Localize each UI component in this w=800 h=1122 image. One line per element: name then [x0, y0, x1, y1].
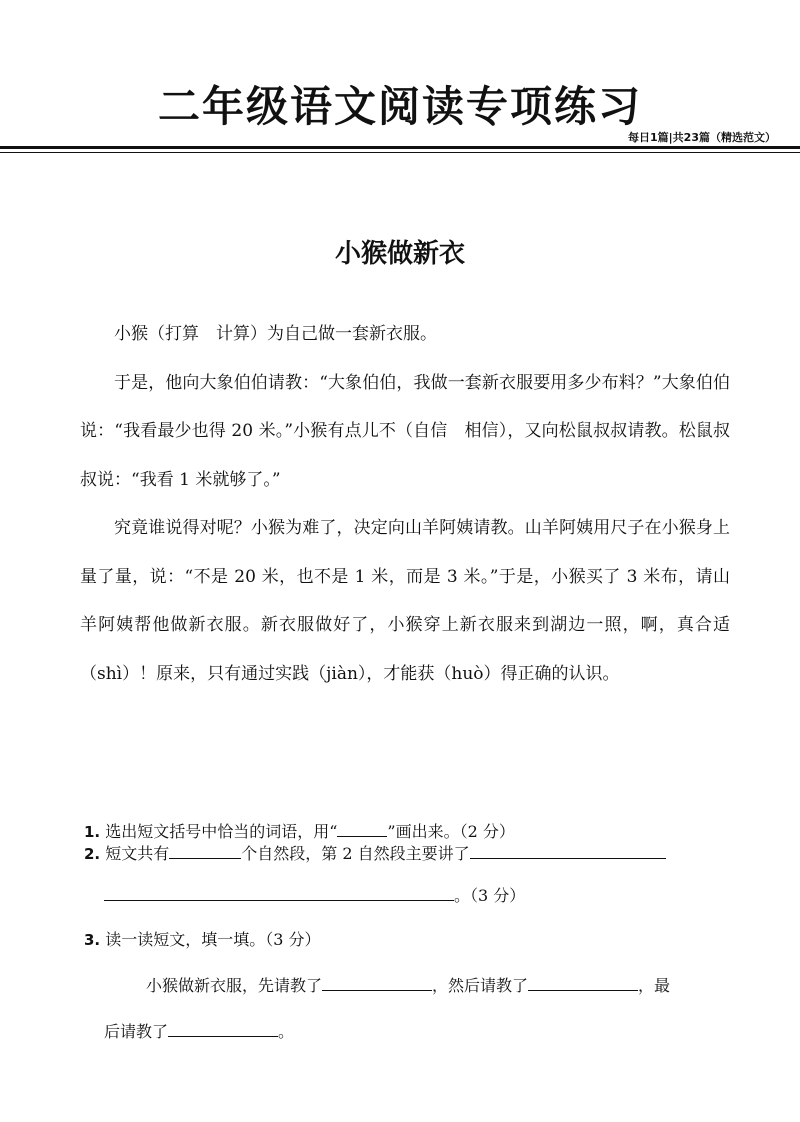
story-paragraph-2: 于是，他向大象伯伯请教：“大象伯伯，我做一套新衣服要用多少布料？”大象伯伯说：“我看最少也得 20 米。”小猴有点儿不（自信 相信），又向松鼠叔叔请教。松鼠叔叔说：“我看 1 米就够了。”: [80, 372, 730, 490]
question-3: [84, 928, 734, 952]
question-3-text: 读一读短文，填一填。（3 分）: [105, 930, 321, 949]
answer-blank-then-consulted[interactable]: [528, 972, 638, 991]
question-3-line-2: [104, 1018, 754, 1044]
question-3-line1-a: 小猴做新衣服，先请教了: [146, 976, 323, 995]
question-2-number: 2.: [84, 845, 101, 863]
page-header-title: 二年级语文阅读专项练习: [157, 82, 642, 131]
header-divider-thin: [0, 152, 800, 153]
question-1-text-a: 选出短文括号中恰当的词语，用“: [105, 822, 338, 841]
question-3-line1-c: ，最: [638, 976, 671, 995]
question-3-line-1: [146, 972, 746, 998]
question-2-text-c: 。（3 分）: [454, 886, 526, 905]
question-3-line2-b: 。: [278, 1022, 295, 1041]
answer-blank-paragraph-2-main-idea[interactable]: [470, 840, 666, 859]
story-paragraph-3: 究竟谁说得对呢？小猴为难了，决定向山羊阿姨请教。山羊阿姨用尺子在小猴身上量了量，说：“不是 20 米，也不是 1 米，而是 3 米。”于是，小猴买了 3 米布，请山羊阿姨帮他做新衣服。新衣服做好了，小猴穿上新衣服来到湖边一照，啊，真合适（shì）！原来，只有通过实践（jiàn），才能获（huò）得正确的认识。: [80, 518, 730, 684]
question-2-line-2: [104, 882, 754, 908]
question-3-number: 3.: [84, 931, 101, 949]
question-1-text-b: ”画出来。（2 分）: [387, 822, 515, 841]
question-3-line1-b: ，然后请教了: [432, 976, 529, 995]
question-2-text-b: 个自然段，第 2 自然段主要讲了: [241, 844, 470, 863]
story-title: 小猴做新衣: [334, 239, 465, 269]
question-2-text-a: 短文共有: [105, 844, 170, 863]
header-divider-thick: [0, 146, 800, 149]
question-3-line2-a: 后请教了: [104, 1022, 169, 1041]
page-header-subtitle: 每日1篇|共23篇（精选范文）: [628, 131, 776, 144]
question-1-number: 1.: [84, 823, 101, 841]
story-paragraph-1: 小猴（打算 计算）为自己做一套新衣服。: [114, 324, 437, 344]
question-1-underline-sample: [337, 820, 387, 837]
answer-blank-paragraph-2-main-idea-cont[interactable]: [104, 882, 454, 901]
answer-blank-last-consulted[interactable]: [168, 1018, 278, 1037]
story-body: [80, 310, 730, 698]
question-2-line-1: [84, 840, 734, 866]
answer-blank-paragraph-count[interactable]: [169, 840, 241, 859]
answer-blank-first-consulted[interactable]: [322, 972, 432, 991]
